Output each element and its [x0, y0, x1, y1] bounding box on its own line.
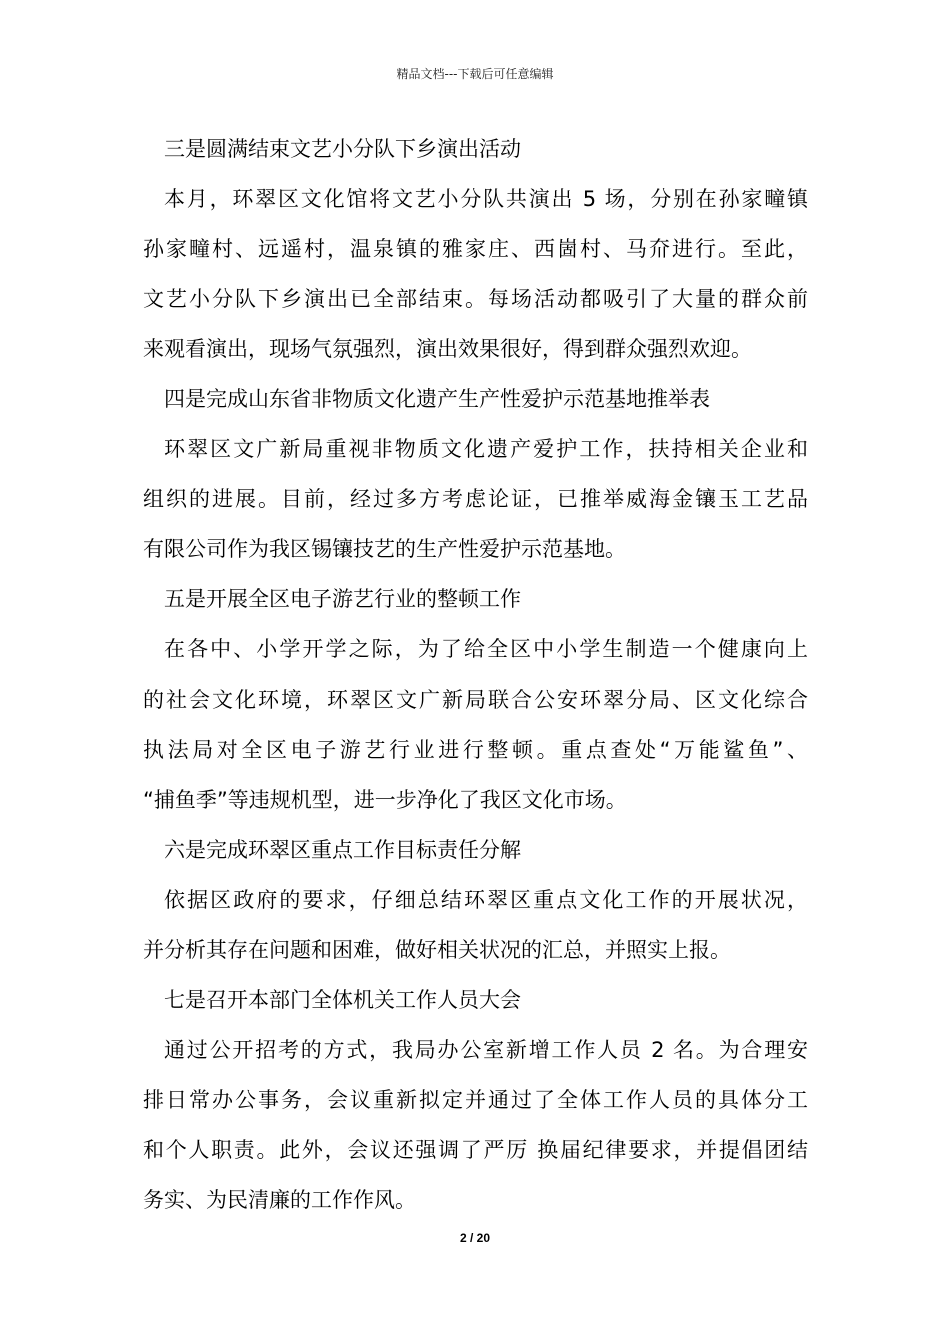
paragraph-line: 孙家疃村、远遥村，温泉镇的雅家庄、西崮村、马夼进行。至此， [143, 237, 808, 262]
paragraph-line: 来观看演出，现场气氛强烈，演出效果很好，得到群众强烈欢迎。 [143, 337, 752, 362]
paragraph-line: 并分析其存在问题和困难，做好相关状况的汇总，并照实上报。 [143, 937, 731, 962]
paragraph-line: 的社会文化环境，环翠区文广新局联合公安环翠分局、区文化综合 [143, 687, 808, 712]
paragraph-line: 务实、为民清廉的工作作风。 [143, 1187, 416, 1212]
paragraph-line: 本月，环翠区文化馆将文艺小分队共演出 5 场，分别在孙家疃镇 [164, 187, 808, 212]
paragraph-line: 依据区政府的要求，仔细总结环翠区重点文化工作的开展状况， [164, 887, 808, 912]
paragraph-line: 和个人职责。此外，会议还强调了严厉 换届纪律要求，并提倡团结 [143, 1137, 808, 1162]
paragraph-line: 排日常办公事务，会议重新拟定并通过了全体工作人员的具体分工 [143, 1087, 808, 1112]
paragraph-line: “捕鱼季”等违规机型，进一步净化了我区文化市场。 [143, 787, 627, 812]
paragraph-line: 组织的进展。目前，经过多方考虑论证，已推举威海金镶玉工艺品 [143, 487, 808, 512]
heading-line: 三是圆满结束文艺小分队下乡演出活动 [164, 137, 521, 161]
paragraph-line: 环翠区文广新局重视非物质文化遗产爱护工作，扶持相关企业和 [164, 437, 808, 462]
paragraph-line: 在各中、小学开学之际，为了给全区中小学生制造一个健康向上 [164, 637, 808, 662]
page-header: 精品文档---下载后可任意编辑 [396, 67, 554, 81]
heading-line: 七是召开本部门全体机关工作人员大会 [164, 987, 521, 1012]
heading-line: 六是完成环翠区重点工作目标责任分解 [164, 837, 521, 862]
paragraph-line: 通过公开招考的方式，我局办公室新增工作人员 2 名。为合理安 [164, 1037, 808, 1062]
heading-line: 五是开展全区电子游艺行业的整顿工作 [164, 587, 521, 612]
paragraph-line: 有限公司作为我区锡镶技艺的生产性爱护示范基地。 [143, 537, 626, 562]
paragraph-line: 文艺小分队下乡演出已全部结束。每场活动都吸引了大量的群众前 [143, 287, 808, 312]
heading-line: 四是完成山东省非物质文化遗产生产性爱护示范基地推举表 [164, 387, 710, 412]
paragraph-line: 执法局对全区电子游艺行业进行整顿。重点查处“万能鲨鱼”、 [143, 737, 808, 762]
document-body [143, 134, 808, 1235]
page-number: 2 / 20 [459, 1231, 491, 1245]
